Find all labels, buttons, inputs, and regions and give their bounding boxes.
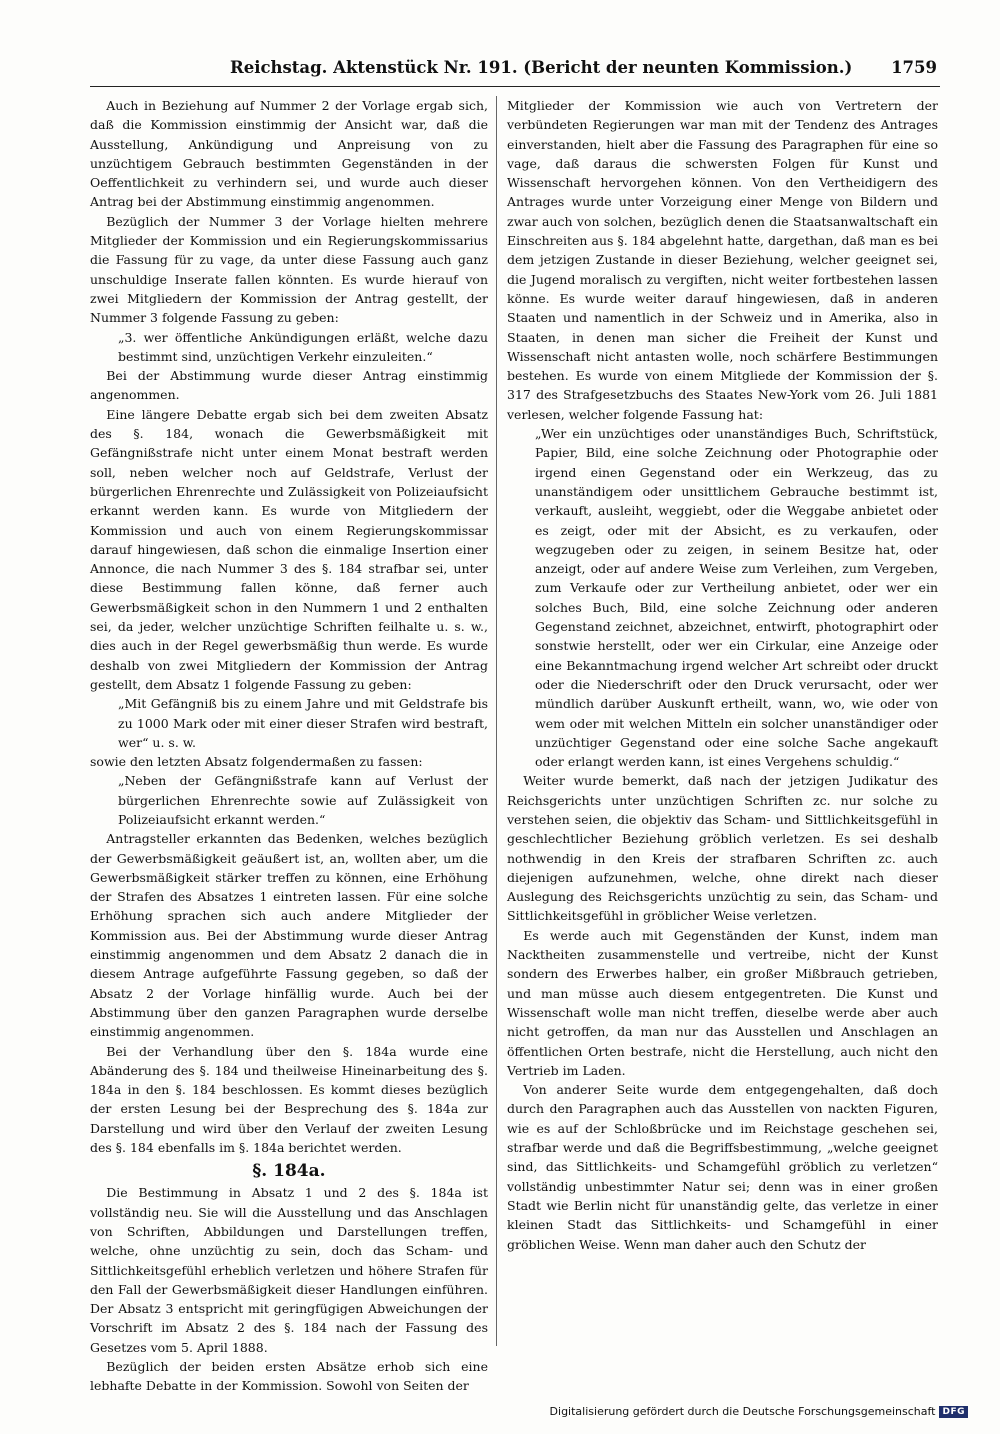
footer-text: Digitalisierung gefördert durch die Deutsche Forschungsgemeinschaft [549, 1405, 936, 1418]
paragraph: Weiter wurde bemerkt, daß nach der jetzigen Judikatur des Reichsgerichts unter unzüchtigen Schriften zc. nur solche zu verstehen seien, die objektiv das Scham- und Sittlichkeitsgefühl in geschlechtlicher Beziehung gröblich verletzen. Es sei deshalb nothwendig in den Kreis der strafbaren Schriften zc. auch diejenigen aufzunehmen, welche, ohne direkt nach dieser Auslegung des Reichsgerichts unzüchtig zu sein, das Scham- und Sittlichkeitsgefühl in gröblicher Weise verletzen. [507, 773, 938, 924]
paragraph: Antragsteller erkannten das Bedenken, welches bezüglich der Gewerbsmäßigkeit geäußert ist, an, wollten aber, um die Gewerbsmäßigkeit stärker treffen zu können, eine Erhöhung der Strafen des Absatzes 1 eintreten lassen. Für eine solche Erhöhung sprachen sich auch andere Mitglieder der Kommission aus. Bei der Abstimmung wurde dieser Antrag einstimmig angenommen und dem Absatz 2 danach die in diesem Antrage aufgeführte Fassung gegeben, so daß der Absatz 2 der Vorlage hinfällig wurde. Auch bei der Abstimmung über den ganzen Paragraphen wurde derselbe einstimmig angenommen. [90, 831, 488, 1040]
paragraph: sowie den letzten Absatz folgendermaßen zu fassen: [90, 754, 423, 770]
page-header [90, 58, 937, 88]
header-rule [90, 86, 940, 87]
column-divider [496, 96, 497, 1346]
paragraph: Von anderer Seite wurde dem entgegengehalten, daß doch durch den Paragraphen auch das Ausstellen von nackten Figuren, wie es auf der Schloßbrücke und im Reichstage geschehen sei, strafbar werde und daß die Begriffsbestimmung, „welche geeignet sind, das Sittlichkeits- und Schamgefühl gröblich zu verletzen“ vollständig unbestimmter Natur sei; denn was in einer großen Stadt wie Berlin nicht für unanständig gelte, das verletze in einer kleinen Stadt das Sittlichkeits- und Schamgefühl in einer gröblichen Weise. Wenn man daher auch den Schutz der [507, 1082, 938, 1252]
right-column [507, 96, 938, 1254]
footer-credit [550, 1405, 968, 1418]
paragraph: Eine längere Debatte ergab sich bei dem zweiten Absatz des §. 184, wonach die Gewerbsmäßigkeit mit Gefängnißstrafe nicht unter einem Monat bestraft werden soll, neben welcher noch auf Geldstrafe, Verlust der bürgerlichen Ehrenrechte und Zulässigkeit von Polizeiaufsicht erkannt werden kann. Es wurde von Mitgliedern der Kommission und auch von einem Regierungskommissar darauf hingewiesen, daß schon die einmalige Insertion einer Annonce, die nach Nummer 3 des §. 184 strafbar sei, unter diese Bestimmung fallen könne, daß ferner auch Gewerbsmäßigkeit schon in den Nummern 1 und 2 enthalten sei, da jeder, welcher unzüchtige Schriften feilhalte u. s. w., dies auch in der Regel gewerbsmäßig thun werde. Es wurde deshalb von zwei Mitgliedern der Kommission der Antrag gestellt, dem Absatz 1 folgende Fassung zu geben: [90, 406, 488, 692]
dfg-logo-icon: DFG [939, 1406, 968, 1418]
page-number: 1759 [891, 58, 937, 77]
left-column [90, 96, 488, 1396]
paragraph: Die Bestimmung in Absatz 1 und 2 des §. 184a ist vollständig neu. Sie will die Ausstellung und das Anschlagen von Schriften, Abbildungen und Darstellungen treffen, welche, ohne unzüchtig zu sein, doch das Scham- und Sittlichkeitsgefühl erheblich verletzen und höhere Strafen für den Fall der Gewerbsmäßigkeit dieser Handlungen einführen. Der Absatz 3 entspricht mit geringfügigen Abweichungen der Vorschrift im Absatz 2 des §. 184 nach der Fassung des Gesetzes vom 5. April 1888. [90, 1185, 488, 1355]
paragraph: Bezüglich der Nummer 3 der Vorlage hielten mehrere Mitglieder der Kommission und ein Regierungskommissarius die Fassung für zu vage, da unter diese Fassung auch ganz unschuldige Inserate fallen könnten. Es wurde hierauf von zwei Mitgliedern der Kommission der Antrag gestellt, der Nummer 3 folgende Fassung zu geben: [90, 213, 488, 326]
paragraph: Bei der Abstimmung wurde dieser Antrag einstimmig angenommen. [90, 368, 488, 403]
paragraph: Auch in Beziehung auf Nummer 2 der Vorlage ergab sich, daß die Kommission einstimmig der Ansicht war, daß die Ausstellung, Ankündigung und Anpreisung von zu unzüchtigem Gebrauch bestimmten Gegenständen in der Oeffentlichkeit zu verhindern sei, und wurde auch dieser Antrag bei der Abstimmung einstimmig angenommen. [90, 98, 488, 210]
header-title: Reichstag. Aktenstück Nr. 191. (Bericht der neunten Kommission.) [230, 58, 853, 77]
section-heading: §. 184a. [252, 1161, 326, 1182]
quote: „Mit Gefängniß bis zu einem Jahre und mit Geldstrafe bis zu 1000 Mark oder mit einer dieser Strafen wird bestraft, wer“ u. s. w. [118, 696, 488, 750]
paragraph: Mitglieder der Kommission wie auch von Vertretern der verbündeten Regierungen war man mit der Tendenz des Antrages einverstanden, hielt aber die Fassung des Paragraphen für eine so vage, daß daraus die schwersten Folgen für Kunst und Wissenschaft hervorgehen können. Von den Vertheidigern des Antrages wurde unter Vorzeigung einer Menge von Bildern und zwar auch von solchen, bezüglich denen die Staatsanwaltschaft ein Einschreiten aus §. 184 abgelehnt hatte, dargethan, daß man es bei dem jetzigen Zustande in dieser Beziehung, welcher geeignet sei, die Jugend moralisch zu vergiften, nicht weiter fortbestehen lassen könne. Es wurde weiter darauf hingewiesen, daß in anderen Staaten und namentlich in der Schweiz und in Amerika, also in Staaten, in denen man sicher die Freiheit der Kunst und Wissenschaft nicht antasten wolle, noch schärfere Bestimmungen bestehen. Es wurde von einem Mitgliede der Kommission der §. 317 des Strafgesetzbuchs des Staates New-York vom 26. Juli 1881 verlesen, welcher folgende Fassung hat: [507, 98, 938, 422]
paragraph: Bei der Verhandlung über den §. 184a wurde eine Abänderung des §. 184 und theilweise Hineinarbeitung des §. 184a in den §. 184 beschlossen. Es kommt dieses bezüglich der ersten Lesung bei der Besprechung des §. 184a zur Darstellung und wird über den Verlauf der zweiten Lesung des §. 184 ebenfalls im §. 184a berichtet werden. [90, 1043, 488, 1156]
quote: „Wer ein unzüchtiges oder unanständiges Buch, Schriftstück, Papier, Bild, eine solche Zeichnung oder Photographie oder irgend einen Gegenstand oder ein Werkzeug, das zu unanständigem oder unsittlichem Gebrauche bestimmt ist, verkauft, ausleiht, weggiebt, oder die Weggabe anbietet oder es zeigt, oder mit der Absicht, es zu verkaufen, oder wegzugeben oder zu zeigen, in seinem Besitze hat, oder anzeigt, oder auf andere Weise zum Verleihen, zum Vergeben, zum Verkaufe oder zur Vertheilung anbietet, oder wer ein solches Buch, Bild, eine solche Zeichnung oder anderen Gegenstand zeichnet, abzeichnet, entwirft, photographirt oder sonstwie herstellt, oder wer ein Cirkular, eine Anzeige oder eine Bekanntmachung irgend welcher Art schreibt oder druckt oder die Niederschrift oder den Druck verursacht, oder wer mündlich darüber Auskunft ertheilt, wann, wo, wie oder von wem oder mit welchen Mitteln ein solcher unanständiger oder unzüchtiger Gegenstand oder eine solche Sache angekauft oder erlangt werden kann, ist eines Vergehens schuldig.“ [535, 426, 938, 770]
paragraph: Bezüglich der beiden ersten Absätze erhob sich eine lebhafte Debatte in der Kommission. Sowohl von Seiten der [90, 1359, 488, 1394]
paragraph: Es werde auch mit Gegenständen der Kunst, indem man Nacktheiten zusammenstelle und vertreibe, nicht der Kunst sondern des Erwerbes halber, ein großer Mißbrauch getrieben, und man müsse auch diesem entgegentreten. Die Kunst und Wissenschaft wolle man nicht treffen, dieselbe werde aber auch nicht getroffen, da man nur das Ausstellen und Anschlagen an öffentlichen Orten bestrafe, nicht die Herstellung, auch nicht den Vertrieb im Laden. [507, 927, 938, 1078]
quote: „3. wer öffentliche Ankündigungen erläßt, welche dazu bestimmt sind, unzüchtigen Verkehr einzuleiten.“ [118, 329, 488, 364]
quote: „Neben der Gefängnißstrafe kann auf Verlust der bürgerlichen Ehrenrechte sowie auf Zulässigkeit von Polizeiaufsicht erkannt werden.“ [118, 773, 488, 827]
